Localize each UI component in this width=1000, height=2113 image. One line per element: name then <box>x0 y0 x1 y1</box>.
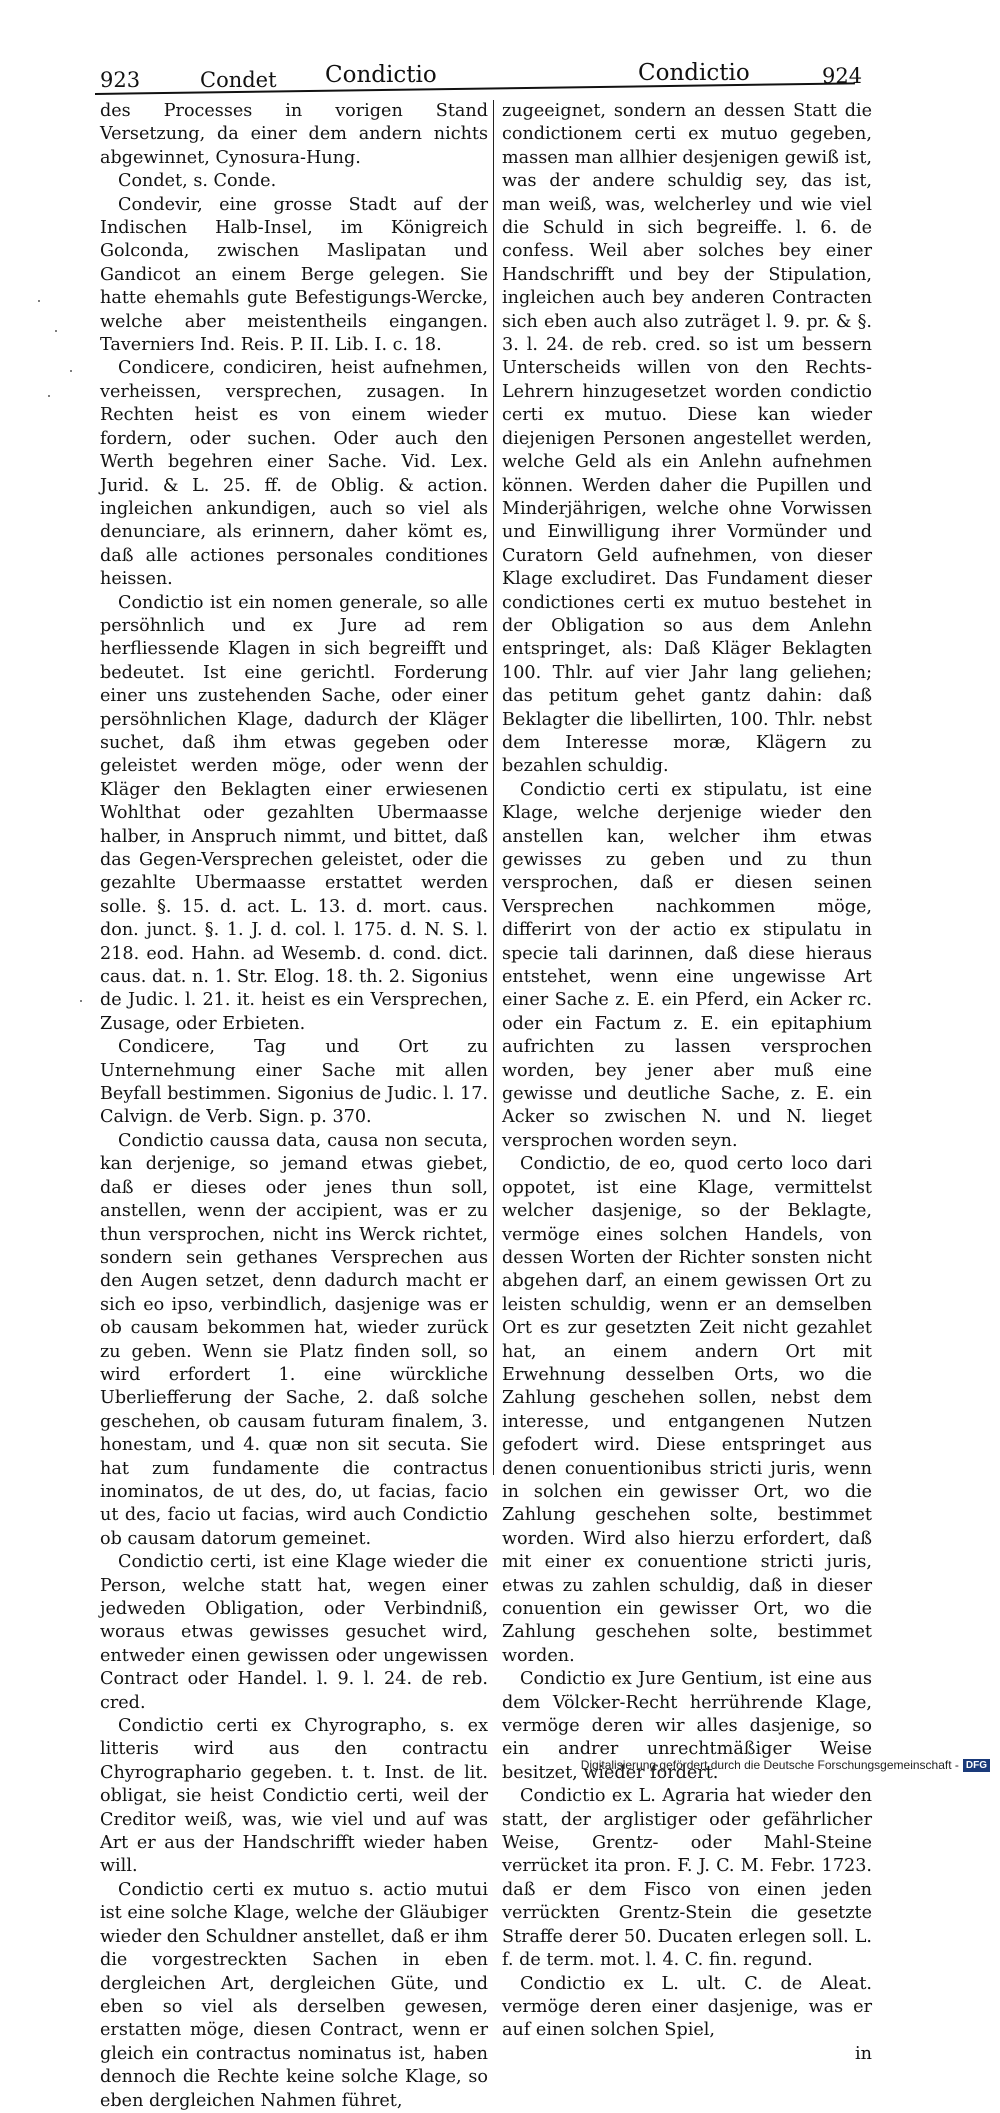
entry-paragraph: Condictio certi ex Chyrographo, s. ex litteris wird aus den contractu Chyrographario gegeben. t. t. Inst. de lit. obligat, sie heist Condictio certi, weil der Creditor weiß, was, wie viel und auf was Art er aus der Handschrifft wieder haben will. <box>100 1716 488 1877</box>
entry-paragraph: Condictio, de eo, quod certo loco dari oppotet, ist eine Klage, vermittelst welcher dasjenige, so der Beklagte, vermöge eines solchen Handels, von dessen Worten der Richter sonsten nicht abgehen darf, an einem gewissen Ort zu leisten schuldig, wenn er an demselben Ort es zur gesetzten Zeit nicht gezahlet hat, an einem andern Ort mit Erwehnung desselben Orts, wo die Zahlung geschehen sollen, nebst dem interesse, und entgangenen Nutzen gefodert wird. Diese entspringet aus denen conuentionibus stricti juris, wenn in solchen ein gewisser Ort, wo die Zahlung geschehen solte, bestimmet worden. Wird also hierzu erfordert, daß mit einer ex conuentione stricti juris, etwas zu zahlen schuldig, daß in dieser conuention ein gewisser Ort, wo die Zahlung geschehen solte, bestimmet worden. <box>502 1154 872 1666</box>
catchword-left: Condet <box>200 68 277 92</box>
scan-speck <box>38 300 40 302</box>
entry-paragraph: Condet, s. Conde. <box>118 171 277 192</box>
entry-paragraph: Condictio ist ein nomen generale, so alle persöhnlich und ex Jure ad rem herfliessende Klagen in sich begreifft und bedeutet. Ist eine gerichtl. Forderung einer uns zustehenden Sache, oder einer persöhnlichen Klage, dadurch der Kläger suchet, daß ihm etwas gegeben oder geleistet werden möge, oder wenn der Kläger den Beklagten einer erwiesenen Wohlthat oder gezahlten Ubermaasse halber, in Anspruch nimmt, und bittet, daß das Gegen-Versprechen geleistet, oder die gezahlte Ubermaasse erstattet werden solle. §. 15. d. act. L. 13. d. mort. caus. don. junct. §. 1. J. d. col. l. 175. d. N. S. l. 218. eod. Hahn. ad Wesemb. d. cond. dict. caus. dat. n. 1. Str. Elog. 18. th. 2. Sigonius de Judic. l. 21. it. heist es ein Versprechen, Zusage, oder Erbieten. <box>100 592 488 1034</box>
entry-paragraph: Condevir, eine grosse Stadt auf der Indischen Halb-Insel, im Königreich Golconda, zwischen Maslipatan und Gandicot an einem Berge gelegen. Sie hatte ehemahls gute Befestigungs-Wercke, welche aber meistentheils eingangen. Taverniers Ind. Reis. P. II. Lib. I. c. 18. <box>100 194 488 356</box>
footer-credit: Digitalisierung gefördert durch die Deutsche Forschungsgemeinschaft - <box>580 1758 959 1772</box>
entry-paragraph: Condictio certi ex stipulatu, ist eine Klage, welche derjenige wieder den anstellen kan, welcher ihm etwas gewisses zu geben und zu thun versprochen, daß er diesen seinen Versprechen nachkommen möge, differirt von der actio ex stipulatu in specie tali darinnen, daß diese hieraus entstehet, wenn eine ungewisse Art einer Sache z. E. ein Pferd, ein Acker rc. oder ein Factum z. E. ein epitaphium aufrichten zu lassen versprochen worden, bey jener aber muß eine gewisse und deutliche Sache, z. E. ein Acker so zwischen N. und N. lieget versprochen worden seyn. <box>502 779 872 1151</box>
dfg-logo: DFG <box>963 1759 990 1772</box>
scan-speck <box>70 370 72 372</box>
entry-paragraph: Condictio ex L. Agraria hat wieder den statt, der arglistiger oder gefährlicher Weise, Grentz- oder Mahl-Steine verrücket ita pron. F. J. C. M. Febr. 1723. daß er dem Fisco von einen jeden verrückten Grentz-Stein die gesetzte Straffe derer 50. Ducaten erlegen soll. L. f. de term. mot. l. 4. C. fin. regund. <box>502 1786 872 1971</box>
page-number-right: 924 <box>822 64 863 88</box>
entry-paragraph: Condictio certi ex mutuo s. actio mutui ist eine solche Klage, welche der Gläubiger wieder den Schuldner anstellet, daß er ihm die vorgestreckten Sachen in eben dergleichen Art, dergleichen Güte, und eben so viel als derselben gewesen, erstatten möge, diesen Contract, wenn er gleich ein contractus nominatus ist, haben dennoch die Rechte keine solche Klage, so eben dergleichen Nahmen führet, <box>100 1879 488 2111</box>
entry-paragraph: des Processes in vorigen Stand Versetzung, da einer dem andern nichts abgewinnet, Cynosura-Hung. <box>100 101 488 168</box>
page-number-left: 923 <box>100 68 141 92</box>
digitization-footer <box>520 1755 990 1775</box>
scan-speck <box>55 330 57 332</box>
column-divider <box>493 100 494 1475</box>
entry-paragraph: Condictio certi, ist eine Klage wieder die Person, welche statt hat, wegen einer jedweden Obligation, oder Verbindniß, woraus etwas gewisses gesuchet wird, entweder einen gewissen oder ungewissen Contract oder Handel. l. 9. l. 24. de reb. cred. <box>100 1552 488 1713</box>
left-column <box>100 100 488 2113</box>
entry-paragraph: Condicere, condiciren, heist aufnehmen, verheissen, versprechen, zusagen. In Rechten heist es von einem wieder fordern, oder suchen. Oder auch den Werth begehren einer Sache. Vid. Lex. Jurid. & L. 25. ff. de Oblig. & action. ingleichen ankundigen, auch so viel als denunciare, als erinnern, daher kömt es, daß alle actiones personales conditiones heissen. <box>100 358 488 590</box>
entry-paragraph: Condictio caussa data, causa non secuta, kan derjenige, so jemand etwas giebet, daß er dieses oder jenes thun soll, anstellen, wenn der accipient, was er zu thun versprochen, nicht ins Werck richtet, sondern sein gethanes Versprechen aus den Augen setzet, denn dadurch macht er sich eo ipso, verbindlich, dasjenige was er ob causam bekommen hat, wieder zurück zu geben. Wenn sie Platz finden soll, so wird erfordert 1. eine würckliche Uberliefferung der Sache, 2. daß solche geschehen, ob causam futuram finalem, 3. honestam, und 4. quæ non sit secuta. Sie hat zum fundamente die contractus inominatos, de ut des, do, ut facias, facio ut des, facio ut facias, wird auch Condictio ob causam datorum gemeinet. <box>100 1130 488 1549</box>
entry-paragraph: Condictio ex Jure Gentium, ist eine aus dem Völcker-Recht herrührende Klage, vermöge deren wir alles dasjenige, so ein andrer unrechtmäßiger Weise besitzet, wieder fordert. <box>502 1669 872 1783</box>
entry-paragraph: Condicere, Tag und Ort zu Unternehmung einer Sache mit allen Beyfall bestimmen. Sigonius de Judic. l. 17. Calvign. de Verb. Sign. p. 370. <box>100 1037 488 1128</box>
running-title-left: Condictio <box>325 62 437 88</box>
scan-speck <box>48 395 50 397</box>
scan-speck <box>80 1000 82 1002</box>
entry-paragraph: Condictio ex L. ult. C. de Aleat. vermöge deren einer dasjenige, was er auf einen solchen Spiel, <box>502 1973 872 2041</box>
entry-paragraph: zugeeignet, sondern an dessen Statt die condictionem certi ex mutuo gegeben, massen man allhier desjenigen gewiß ist, was der andere schuldig sey, das ist, man weiß, was, welcherley und wie viel die Schuld in sich begreiffe. l. 6. de confess. Weil aber solches bey einer Handschrifft und bey der Stipulation, ingleichen auch bey anderen Contracten sich eben auch also zuträget l. 9. pr. & §. 3. l. 24. de reb. cred. so ist um bessern Unterscheids willen von den Rechts-Lehrern hinzugesetzet worden condictio certi ex mutuo. Diese kan wieder diejenigen Personen angestellet werden, welche Geld als ein Anlehn aufnehmen können. Werden daher die Pupillen und Minderjährigen, welche ohne Vorwissen und Einwilligung ihrer Vormünder und Curatorn Geld aufnehmen, von dieser Klage excludiret. Das Fundament dieser condictiones certi ex mutuo bestehet in der Obligation so aus dem Anlehn entspringet, als: Daß Kläger Beklagten 100. Thlr. auf vier Jahr lang geliehen; das petitum gehet gantz dahin: daß Beklagter die libellirten, 100. Thlr. nebst dem Interesse moræ, Klägern zu bezahlen schuldig. <box>502 101 872 777</box>
running-title-right: Condictio <box>638 60 750 86</box>
catchword: in <box>855 2043 872 2064</box>
